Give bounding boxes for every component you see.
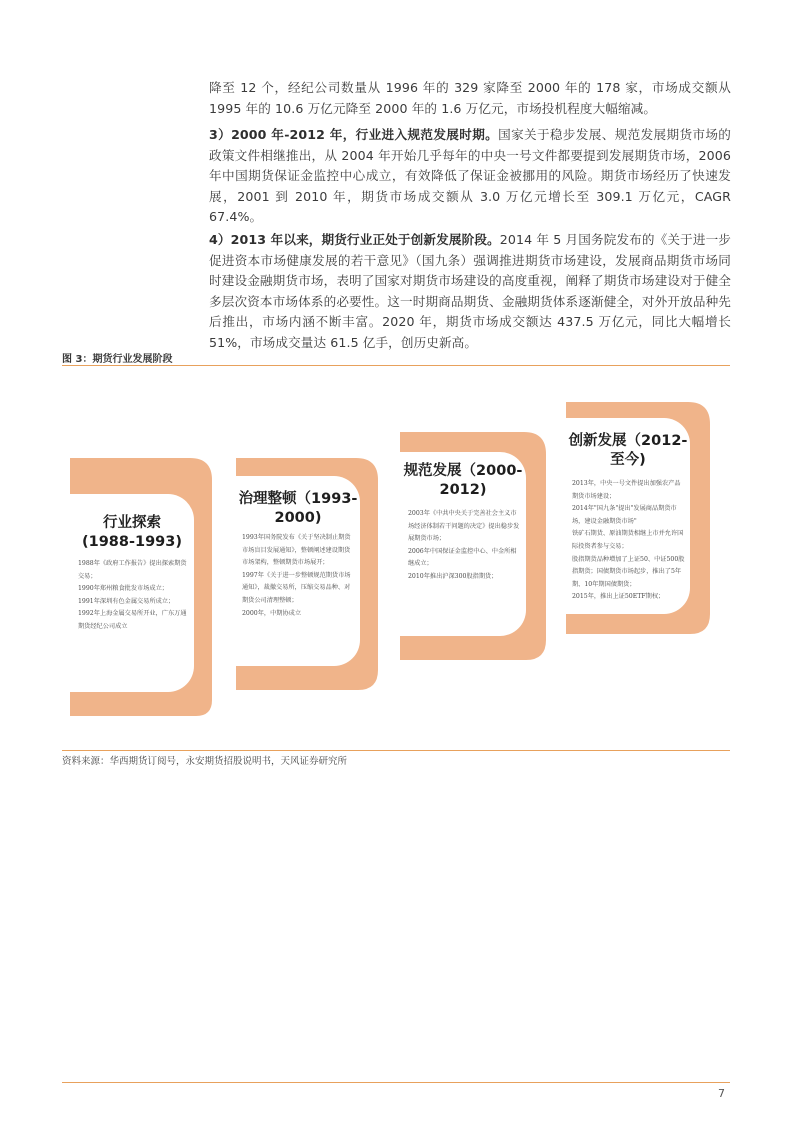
- stage-4-items: [572, 478, 686, 604]
- stage-2-item: 1993年国务院发布《关于坚决制止期货市场盲目发展通知》，整顿阐述建设期货市场架构，整顿期货市场展开；: [242, 534, 351, 567]
- stage-2-item: 1997年《关于进一步整顿规范期货市场通知》，裁撤交易所，压缩交易品种、对期货公司清理整顿；: [242, 571, 351, 604]
- footer-rule: [62, 1082, 730, 1083]
- paragraph-2-body: 国家关于稳步发展、规范发展期货市场的政策文件相继推出，从 2004 年开始几乎每年的中央一号文件都要提到发展期货市场，2006 年中国期货保证金监控中心成立，有效降低了保证金被挪用的风险。期货市场经历了快速发展，2001 到 2010 年，期货市场成交额从 3.0 万亿元增长至 309.1 万亿元，CAGR 67.4%。: [209, 127, 731, 224]
- stage-1-item: 1990年郑州粮食批发市场成立；: [78, 585, 168, 593]
- stage-3-title: 规范发展（2000- 2012): [403, 463, 523, 498]
- stage-4-item: 2014年"国九条"提出"发展商品期货市场，建设金融期货市场": [572, 505, 677, 525]
- stage-4-item: 铁矿石期货、原油期货相继上市并允许国际投资者参与交易；: [572, 530, 684, 550]
- figure-title: 图 3：期货行业发展阶段: [62, 354, 173, 365]
- paragraph-2-lead: 3）2000 年-2012 年，行业进入规范发展时期。: [209, 127, 499, 142]
- stage-card-3: [400, 432, 546, 660]
- page-number: 7: [718, 1087, 725, 1100]
- paragraph-3-lead: 4）2013 年以来，期货行业正处于创新发展阶段。: [209, 232, 500, 247]
- stage-1-title: 行业探索 (1988-1993): [82, 515, 182, 550]
- stage-4-item: 2013年，中央一号文件提出加强农产品期货市场建设；: [572, 480, 681, 500]
- stage-2-items: [242, 532, 354, 620]
- stage-card-4: [566, 402, 710, 634]
- stage-3-item: 2010年推出沪深300股指期货；: [408, 572, 498, 580]
- figure-bottom-rule: [62, 750, 730, 751]
- stage-4-title: 创新发展（2012- 至今): [568, 433, 688, 468]
- stage-2-item: 2000年，中期协成立: [242, 609, 302, 617]
- stage-4-item: 股指期货品种增加了上证50、中证500股指期货；国债期货市场起步，推出了5年期、10年期国债期货；: [572, 555, 685, 588]
- figure-source: 资料来源：华西期货订阅号，永安期货招股说明书，天风证券研究所: [62, 756, 348, 767]
- paragraph-1: 降至 12 个，经纪公司数量从 1996 年的 329 家降至 2000 年的 178 家，市场成交额从 1995 年的 10.6 万亿元降至 2000 年的 1.6 万亿元，市场投机程度大幅缩减。: [209, 80, 731, 116]
- stage-1-item: 1988年《政府工作报告》提出探索期货交易；: [78, 560, 187, 580]
- stage-3-items: [408, 508, 520, 584]
- stage-3-item: 2003年《中共中央关于完善社会主义市场经济体制若干问题的决定》提出稳步发展期货市场；: [408, 510, 520, 543]
- stage-1-item: 1992年上海金属交易所开业，广东万通期货经纪公司成立: [78, 610, 187, 630]
- stage-2-title: 治理整顿（1993- 2000): [238, 491, 358, 526]
- stage-card-2: [236, 458, 378, 690]
- stage-1-items: [78, 558, 190, 634]
- stage-card-1: [70, 458, 212, 716]
- stage-1-item: 1991年深圳有色金属交易所成立；: [78, 597, 175, 605]
- stage-4-item: 2015年，推出上证50ETF期权；: [572, 593, 665, 601]
- paragraph-3-body: 2014 年 5 月国务院发布的《关于进一步促进资本市场健康发展的若干意见》（国九条）强调推进期货市场建设，发展商品期货市场同时建设金融期货市场，表明了国家对期货市场建设的高度重视，阐释了期货市场建设对于健全多层次资本市场体系的必要性。这一时期商品期货、金融期货体系逐渐健全，对外开放品种先后推出，市场内涵不断丰富。2020 年，期货市场成交额达 437.5 万亿元，同比大幅增长 51%，市场成交量达 61.5 亿手，创历史新高。: [209, 232, 731, 350]
- stage-3-item: 2006年中国保证金监控中心、中金所相继成立；: [408, 547, 517, 568]
